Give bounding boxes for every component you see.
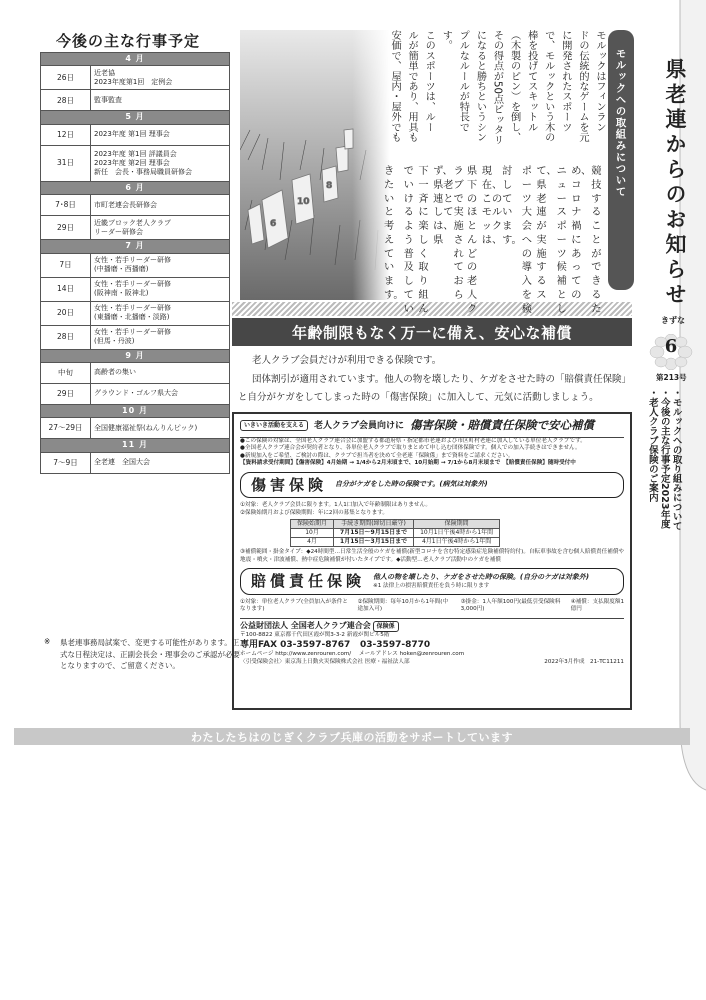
month-label: 9 月 bbox=[41, 349, 230, 362]
toc-item: ・今後の主な行事予定2023年度 bbox=[658, 388, 670, 529]
article-column: て、県老連が実施するス bbox=[536, 166, 557, 301]
event-date: 29日 bbox=[41, 383, 91, 404]
event-line: 2023年度 第1回 評議員会 bbox=[94, 149, 177, 158]
event-line: 監事監査 bbox=[94, 95, 122, 104]
event-date: 31日 bbox=[41, 145, 91, 181]
email: メールアドレス hoken@zenrouren.com bbox=[358, 651, 465, 658]
table-of-contents bbox=[646, 388, 682, 598]
event-date: 27〜29日 bbox=[41, 418, 91, 439]
period-label: ②保険始期月および保険期間：年に2回の募集となります。 bbox=[240, 509, 388, 516]
period-cell: 7月15日〜9月15日まで bbox=[334, 529, 414, 538]
event-name bbox=[91, 195, 230, 216]
schedule-title: 今後の主な行事予定 bbox=[55, 32, 200, 50]
event-row bbox=[41, 195, 230, 216]
event-row bbox=[41, 145, 230, 181]
article-column: きたいと考えています。 bbox=[384, 166, 404, 301]
article-column: 討しています。 bbox=[502, 166, 522, 246]
month-label: 11 月 bbox=[41, 439, 230, 452]
event-date: 26日 bbox=[41, 66, 91, 90]
schedule-note-mark: ※ bbox=[44, 637, 51, 646]
month-label: 6 月 bbox=[41, 181, 230, 194]
period-head: 手続き期間(締切日厳守) bbox=[334, 520, 414, 529]
banner-stripe bbox=[232, 302, 632, 316]
leaflet-bullet: ●全国老人クラブ連合会が契約者となり、各単位老人クラブで取りまとめて申し込む団体保険です。個人での加入手続きはできません。 bbox=[240, 445, 581, 452]
event-line: 女性・若手リーダー研修 bbox=[94, 327, 171, 336]
publication-name: きずな bbox=[661, 316, 685, 325]
article-column: 安価で、屋内・屋外でも bbox=[389, 30, 401, 143]
schedule-note: 県老連事務局試案で、変更する可能性があります。正式な日程決定は、正副会長会・理事会のご承認が必要となりますので、ご留意ください。 bbox=[60, 638, 240, 671]
article-title: モルックへの取組みについて bbox=[608, 30, 634, 290]
article-column: ドの伝統的なゲームを元 bbox=[576, 30, 588, 143]
event-date: 14日 bbox=[41, 277, 91, 301]
organization-address: 〒100-8822 東京都千代田区霞が関3-3-2 新霞が関ビル5階 bbox=[240, 631, 390, 638]
event-row bbox=[41, 418, 230, 439]
insurance-banner: 年齢制限もなく万一に備え、安心な補償 bbox=[232, 318, 632, 346]
event-name bbox=[91, 216, 230, 240]
period-cell: 4月 bbox=[291, 538, 334, 547]
organization-tag: 保険係 bbox=[373, 621, 399, 632]
molkky-article bbox=[384, 30, 606, 165]
event-name bbox=[91, 124, 230, 145]
article-column: ニュースポーツ候補とし bbox=[556, 166, 567, 315]
insurance-intro bbox=[238, 352, 638, 408]
article-column: （木製のピン）を倒し、 bbox=[508, 30, 520, 143]
article-column: ポーツ大会への導入を検 bbox=[521, 166, 532, 315]
liability-item: ②保険期間：毎年10月から1年間(中途加入可) bbox=[357, 598, 449, 613]
leaflet-headline: 傷害保険・賠償責任保険で安心補償 bbox=[410, 418, 595, 432]
leaflet-bullet: ●この保険の対象は、全国老人クラブ連合会に加盟する都道府県・指定都市老連および市区町村老連に加入している単位老人クラブです。 bbox=[240, 437, 586, 444]
event-row bbox=[41, 452, 230, 473]
article-column: 競技することができるた bbox=[591, 166, 602, 315]
injury-insurance-box bbox=[240, 472, 624, 498]
month-row bbox=[41, 349, 230, 362]
month-row bbox=[41, 439, 230, 452]
insurer: 〈引受保険会社〉東京海上日動火災保険株式会社 医療・福祉法人部 bbox=[240, 658, 410, 665]
article-column: に開発されたスポーツ bbox=[559, 30, 571, 132]
leaflet-footer bbox=[240, 618, 624, 667]
event-row bbox=[41, 90, 230, 111]
event-name bbox=[91, 253, 230, 277]
event-name bbox=[91, 325, 230, 349]
liability-insurance-label: 賠償責任保険 bbox=[251, 572, 366, 591]
event-line: 2023年度 第1回 理事会 bbox=[94, 130, 170, 139]
liability-insurance-box bbox=[240, 568, 624, 594]
molkky-photo bbox=[240, 30, 390, 300]
event-date: 12日 bbox=[41, 124, 91, 145]
event-date: 7･8日 bbox=[41, 195, 91, 216]
event-line: 新任 会長・事務局職員研修会 bbox=[94, 167, 192, 176]
period-cell: 1月15日〜3月15日まで bbox=[334, 538, 414, 547]
event-line: 女性・若手リーダー研修 bbox=[94, 303, 171, 312]
period-head: 保険始期月 bbox=[291, 520, 334, 529]
event-line: (東播磨・北播磨・淡路) bbox=[94, 313, 170, 322]
month-label: 10 月 bbox=[41, 404, 230, 417]
event-line: 近老協 bbox=[94, 68, 115, 77]
event-name bbox=[91, 418, 230, 439]
fax-number: 専用FAX 03-3597-8767 bbox=[240, 640, 351, 651]
month-row bbox=[41, 404, 230, 417]
footer-bar: わたしたちはのじぎくクラブ兵庫の活動をサポートしています bbox=[14, 728, 690, 745]
leaflet-request: 【資料請求受付期間】【傷害保険】4月始期 → 1/4から2月末頃まで、10月始期 → 7/1から8月末頃まで 【賠償責任保険】随時受付中 bbox=[240, 460, 576, 467]
event-line: 女性・若手リーダー研修 bbox=[94, 255, 171, 264]
event-name bbox=[91, 452, 230, 473]
event-name bbox=[91, 383, 230, 404]
leaflet-headline-pre: 老人クラブ会員向けに bbox=[314, 420, 405, 431]
month-label: 4 月 bbox=[41, 53, 230, 66]
month-row bbox=[41, 111, 230, 124]
molkky-article-lower bbox=[384, 165, 606, 315]
period-cell: 10月 bbox=[291, 529, 334, 538]
event-line: グラウンド・ゴルフ県大会 bbox=[94, 389, 178, 398]
article-column: 棒を投げてスキットル bbox=[525, 30, 537, 132]
article-column: このスポーツは、ルー bbox=[423, 30, 435, 132]
liability-insurance-note: ※1 法律上の損害賠償責任を負う時に限ります bbox=[373, 582, 490, 589]
month-label: 7 月 bbox=[41, 240, 230, 253]
event-line: 2023年度 第2回 理事会 bbox=[94, 158, 170, 167]
event-line: 高齢者の集い bbox=[94, 368, 136, 377]
page-number: 6 bbox=[664, 336, 678, 357]
homepage: ホームページ http://www.zenrouren.com/ bbox=[240, 651, 352, 658]
article-column: その得点が50点ピッタリ bbox=[491, 30, 503, 145]
period-head: 保険期間 bbox=[414, 520, 500, 529]
event-row bbox=[41, 66, 230, 90]
article-column: ルが簡単であり、用具も bbox=[406, 30, 418, 143]
event-row bbox=[41, 362, 230, 383]
injury-target: ①対象：老人クラブ会員に限ります。1人1口加入で年齢制限はありません。 bbox=[240, 501, 432, 508]
liability-item: ③掛金：1人年額100円(最低引受保険料3,000円) bbox=[460, 598, 561, 613]
event-date: 28日 bbox=[41, 325, 91, 349]
compensation-types: ③補償範囲・掛金タイプ：◆24時間型…日常生活全般のケガを補償(新型コロナを含む特定感染症危険補償特約付)。自転車事故を含む個人賠償責任補償や地震・噴火・津波補償、熱中症危険補償が付いたタイプです。◆活動型…老人クラブ活動中のケガを補償 bbox=[240, 549, 625, 563]
event-name bbox=[91, 66, 230, 90]
section-title: 県老連からのお知らせ bbox=[663, 58, 687, 308]
event-name bbox=[91, 362, 230, 383]
event-date: 7日 bbox=[41, 253, 91, 277]
article-column: め、コロナ禍にあっての bbox=[571, 166, 592, 301]
event-date: 7〜9日 bbox=[41, 452, 91, 473]
event-date: 20日 bbox=[41, 301, 91, 325]
event-line: (中播磨・西播磨) bbox=[94, 265, 149, 274]
event-name bbox=[91, 145, 230, 181]
article-column: で、モルックという木の bbox=[542, 30, 554, 143]
month-row bbox=[41, 240, 230, 253]
leaflet-bullet: ●新規加入をご希望、ご検討の際は、クラブで担当者を決めて全老連「保険係」まで資料をご請求ください。 bbox=[240, 452, 514, 459]
leaflet-code: 2022年3月作成 21-TC11211 bbox=[544, 658, 624, 665]
event-line: 市町老連会長研修会 bbox=[94, 200, 157, 209]
liability-item: ④補償：支払限度額1億円 bbox=[570, 598, 625, 613]
event-row bbox=[41, 383, 230, 404]
month-row bbox=[41, 181, 230, 194]
phone-number: 03-3597-8770 bbox=[360, 640, 431, 651]
event-line: 全老連 全国大会 bbox=[94, 458, 150, 467]
article-column: ラブで実施されておら bbox=[453, 166, 464, 301]
month-row bbox=[41, 53, 230, 66]
event-line: 近畿ブロック老人クラブ bbox=[94, 218, 171, 227]
liability-item: ①対象：単位老人クラブ(全員加入が条件となります) bbox=[240, 598, 348, 613]
injury-insurance-label: 傷害保険 bbox=[251, 475, 328, 494]
event-name bbox=[91, 301, 230, 325]
event-line: リーダー研修会 bbox=[94, 227, 143, 236]
article-column: ず、県老連としては、県 bbox=[433, 166, 454, 246]
event-row bbox=[41, 124, 230, 145]
event-row bbox=[41, 301, 230, 325]
event-line: 2023年度第1回 定例会 bbox=[94, 77, 173, 86]
injury-insurance-sub: 自分がケガをした時の保険です。(病気は対象外) bbox=[335, 480, 488, 489]
period-cell: 4月1日午後4時から1年間 bbox=[414, 538, 500, 547]
period-cell: 10月1日午後4時から1年間 bbox=[414, 529, 500, 538]
leaflet-tag: いきいき活動を支える bbox=[240, 420, 308, 431]
article-column: 県下のほとんどの老人ク bbox=[466, 166, 478, 315]
schedule-table bbox=[40, 52, 230, 474]
liability-items bbox=[240, 599, 624, 614]
event-date: 29日 bbox=[41, 216, 91, 240]
article-column: プルなルールが特長で bbox=[457, 30, 469, 132]
article-column: 現在、このモルックは、 bbox=[481, 166, 503, 246]
article-column: になると勝ちというシン bbox=[474, 30, 486, 143]
article-column: モルックはフィンラン bbox=[594, 30, 605, 132]
liability-insurance-sub: 他人の物を壊したり、ケガをさせた時の保険。(自分のケガは対象外) bbox=[373, 573, 590, 581]
month-label: 5 月 bbox=[41, 111, 230, 124]
event-name bbox=[91, 277, 230, 301]
article-column: でいけるよう普及してい bbox=[403, 166, 414, 315]
event-row bbox=[41, 325, 230, 349]
event-row bbox=[41, 253, 230, 277]
event-line: 全国健康福祉祭(ねんりんピック) bbox=[94, 423, 198, 432]
event-row bbox=[41, 277, 230, 301]
leaflet-header bbox=[240, 418, 624, 438]
article-column: 下一斉に楽しく取り組ん bbox=[418, 166, 429, 315]
issue-number: 第213号 bbox=[656, 373, 687, 382]
event-date: 28日 bbox=[41, 90, 91, 111]
event-line: (但馬・丹波) bbox=[94, 337, 135, 346]
event-name bbox=[91, 90, 230, 111]
event-date: 中旬 bbox=[41, 362, 91, 383]
event-row bbox=[41, 216, 230, 240]
organization-name: 公益財団法人 全国老人クラブ連合会 bbox=[240, 620, 371, 630]
insurance-intro-1: 老人クラブ会員だけが利用できる保険です。 bbox=[252, 355, 442, 366]
toc-item: ・モルックへの取り組みについて bbox=[670, 388, 682, 531]
article-column: す。 bbox=[440, 30, 452, 51]
toc-item: ・老人クラブ保険のご案内 bbox=[646, 388, 658, 502]
insurance-leaflet bbox=[232, 412, 632, 710]
period-table bbox=[290, 519, 500, 547]
insurance-intro-2: 団体割引が適用されています。他人の物を壊したり、ケガをさせた時の「賠償責任保険」と自分がケガをしてしまった時の「傷害保険」に加入して、元気に活動しましょう。 bbox=[238, 373, 632, 404]
event-line: 女性・若手リーダー研修 bbox=[94, 279, 171, 288]
event-line: (阪神南・阪神北) bbox=[94, 289, 149, 298]
